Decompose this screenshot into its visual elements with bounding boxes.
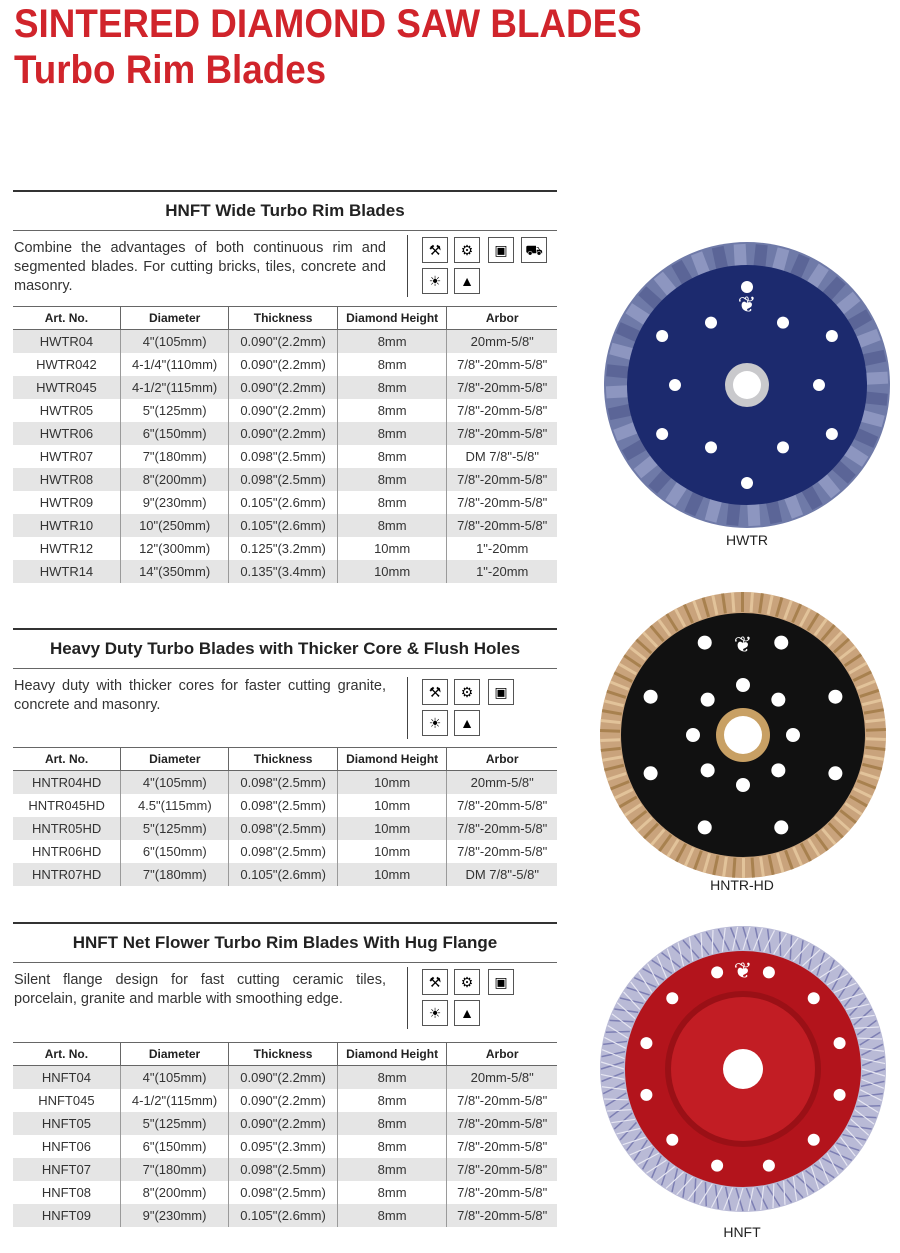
cell-diameter: 7"(180mm) xyxy=(120,1158,228,1181)
cell-arbor: 7/8"-20mm-5/8" xyxy=(447,491,557,514)
circular-saw-icon: ⚙ xyxy=(454,969,480,995)
cell-art-no: HWTR042 xyxy=(36,357,97,372)
cell-diamond-height: 8mm xyxy=(337,376,447,399)
cell-thickness: 0.098"(2.5mm) xyxy=(229,1181,337,1204)
cell-diamond-height: 10mm xyxy=(337,537,447,560)
svg-text:❦: ❦ xyxy=(733,633,753,658)
table-header-row xyxy=(13,307,557,330)
table-row xyxy=(13,1181,557,1204)
cell-arbor: 7/8"-20mm-5/8" xyxy=(447,817,557,840)
cell-arbor: 7/8"-20mm-5/8" xyxy=(447,1181,557,1204)
table-row xyxy=(13,514,557,537)
spec-table xyxy=(13,1042,557,1227)
cell-thickness: 0.090"(2.2mm) xyxy=(229,353,337,376)
table-header-row xyxy=(13,748,557,771)
cell-thickness: 0.105"(2.6mm) xyxy=(229,514,337,537)
cell-diamond-height: 10mm xyxy=(337,840,447,863)
cell-thickness: 0.105"(2.6mm) xyxy=(229,491,337,514)
cell-arbor: 20mm-5/8" xyxy=(447,771,557,795)
cell-diameter: 6"(150mm) xyxy=(121,840,229,863)
cell-thickness: 0.098"(2.5mm) xyxy=(229,1158,337,1181)
angle-grinder-icon: ⚒ xyxy=(422,679,448,705)
table-row xyxy=(13,468,557,491)
cell-art-no: HNTR06HD xyxy=(31,844,102,859)
cell-art-no: HNTR04HD xyxy=(13,771,121,795)
table-row xyxy=(13,840,557,863)
cell-diamond-height: 8mm xyxy=(337,422,447,445)
cell-art-no: HWTR14 xyxy=(13,560,120,583)
header-arbor: Arbor xyxy=(447,748,557,771)
dry-cut-icon: ☀ xyxy=(422,1000,448,1026)
cell-art-no: HWTR09 xyxy=(39,495,94,510)
description-row xyxy=(13,235,557,306)
description-row xyxy=(13,967,557,1042)
section-description: Silent flange design for fast cutting ceramic tiles, porcelain, granite and marble with smoothing edge. xyxy=(14,972,386,1007)
cell-arbor: DM 7/8"-5/8" xyxy=(447,863,557,886)
cell-art-no: HNFT06 xyxy=(41,1139,91,1154)
wet-cut-icon: ▲ xyxy=(454,710,480,736)
cell-arbor: 7/8"-20mm-5/8" xyxy=(447,1204,557,1227)
cell-art-no: HNTR05HD xyxy=(13,817,121,840)
table-row xyxy=(13,771,557,795)
cell-arbor: 7/8"-20mm-5/8" xyxy=(447,376,557,399)
cell-diameter: 14"(350mm) xyxy=(120,560,228,583)
cell-thickness: 0.098"(2.5mm) xyxy=(229,817,337,840)
cell-diamond-height: 8mm xyxy=(337,1112,447,1135)
cell-art-no: HNFT04 xyxy=(13,1066,120,1090)
table-row xyxy=(13,376,557,399)
table-body xyxy=(13,771,557,887)
section-description: Heavy duty with thicker cores for faster cutting granite, concrete and masonry. xyxy=(14,678,386,713)
angle-grinder-icon: ⚒ xyxy=(422,969,448,995)
cell-diamond-height: 8mm xyxy=(337,1135,447,1158)
wet-cut-icon: ▲ xyxy=(454,1000,480,1026)
section-divider xyxy=(13,962,557,963)
cell-arbor: 1"-20mm xyxy=(447,537,557,560)
application-icons xyxy=(407,967,558,1029)
tile-saw-icon: ▣ xyxy=(488,969,514,995)
section-divider xyxy=(13,230,557,231)
dry-cut-icon: ☀ xyxy=(422,268,448,294)
cell-arbor: DM 7/8"-5/8" xyxy=(447,445,557,468)
cell-thickness: 0.095"(2.3mm) xyxy=(229,1135,337,1158)
table-row xyxy=(13,399,557,422)
table-row xyxy=(13,863,557,886)
cell-diameter: 6"(150mm) xyxy=(120,422,228,445)
table-row xyxy=(13,1135,557,1158)
header-diameter: Diameter xyxy=(120,307,228,330)
section-wide-turbo xyxy=(13,190,557,583)
spec-table xyxy=(13,306,557,583)
cell-diamond-height: 8mm xyxy=(337,353,447,376)
cell-thickness: 0.098"(2.5mm) xyxy=(229,794,337,817)
cell-diameter: 8"(200mm) xyxy=(120,468,228,491)
cell-thickness: 0.098"(2.5mm) xyxy=(229,445,337,468)
cell-art-no: HNFT05 xyxy=(13,1112,120,1135)
cell-art-no: HWTR10 xyxy=(13,514,120,537)
cell-diamond-height: 8mm xyxy=(337,1066,447,1090)
cell-diamond-height: 8mm xyxy=(337,468,447,491)
section-title: Heavy Duty Turbo Blades with Thicker Core & Flush Holes xyxy=(49,639,521,658)
cell-diameter: 4-1/2"(115mm) xyxy=(120,1089,228,1112)
cell-arbor: 7/8"-20mm-5/8" xyxy=(447,353,557,376)
cell-thickness: 0.090"(2.2mm) xyxy=(229,1112,337,1135)
cell-diameter: 8"(200mm) xyxy=(120,1181,228,1204)
table-row xyxy=(13,1204,557,1227)
table-row xyxy=(13,537,557,560)
header-diamond-height: Diamond Height xyxy=(337,1043,447,1066)
image-caption: HWTR xyxy=(726,532,768,548)
circular-saw-icon: ⚙ xyxy=(454,679,480,705)
header-diameter: Diameter xyxy=(120,1043,228,1066)
table-row xyxy=(13,817,557,840)
cell-thickness: 0.105"(2.6mm) xyxy=(229,1204,337,1227)
cell-art-no: HWTR08 xyxy=(13,468,120,491)
cell-art-no: HWTR045 xyxy=(13,376,120,399)
cell-diamond-height: 8mm xyxy=(337,1181,447,1204)
cell-art-no: HNFT08 xyxy=(41,1185,91,1200)
cell-thickness: 0.090"(2.2mm) xyxy=(229,1066,337,1090)
cell-diameter: 10"(250mm) xyxy=(120,514,228,537)
cell-diamond-height: 10mm xyxy=(337,863,447,886)
header-art-no: Art. No. xyxy=(13,307,120,330)
cell-diameter: 4"(105mm) xyxy=(120,1066,228,1090)
section-heavy-duty xyxy=(13,628,557,886)
cell-arbor: 7/8"-20mm-5/8" xyxy=(447,840,557,863)
page-title: SINTERED DIAMOND SAW BLADES xyxy=(14,2,642,46)
cell-diamond-height: 10mm xyxy=(337,771,447,795)
table-row xyxy=(13,560,557,583)
tile-saw-icon: ▣ xyxy=(488,679,514,705)
cell-diameter: 7"(180mm) xyxy=(121,863,229,886)
cell-diamond-height: 8mm xyxy=(337,445,447,468)
cell-diamond-height: 8mm xyxy=(337,399,447,422)
section-description: Combine the advantages of both continuous rim and segmented blades. For cutting bricks, tiles, concrete and masonry. xyxy=(14,240,386,294)
cell-arbor: 7/8"-20mm-5/8" xyxy=(447,1158,557,1181)
cell-diameter: 7"(180mm) xyxy=(120,445,228,468)
cell-thickness: 0.090"(2.2mm) xyxy=(229,422,337,445)
cell-diamond-height: 8mm xyxy=(337,1089,447,1112)
cell-diamond-height: 10mm xyxy=(337,560,447,583)
cell-diamond-height: 8mm xyxy=(337,514,447,537)
blade-image-hnft xyxy=(598,924,888,1214)
table-row xyxy=(13,422,557,445)
application-icons xyxy=(407,235,558,297)
tile-saw-icon: ▣ xyxy=(488,237,514,263)
cell-thickness: 0.090"(2.2mm) xyxy=(229,399,337,422)
cell-thickness: 0.090"(2.2mm) xyxy=(229,1089,337,1112)
header-diameter: Diameter xyxy=(121,748,229,771)
cell-thickness: 0.105"(2.6mm) xyxy=(229,863,337,886)
cell-thickness: 0.098"(2.5mm) xyxy=(229,468,337,491)
cell-art-no: HNFT07 xyxy=(13,1158,120,1181)
cell-diameter: 4-1/4"(110mm) xyxy=(120,353,228,376)
cell-arbor: 7/8"-20mm-5/8" xyxy=(447,1089,557,1112)
cell-art-no: HWTR05 xyxy=(39,403,94,418)
cell-diameter: 12"(300mm) xyxy=(120,537,228,560)
table-row xyxy=(13,794,557,817)
cell-art-no: HWTR06 xyxy=(13,422,120,445)
blade-image-hntr-hd xyxy=(598,590,888,880)
section-title: HNFT Net Flower Turbo Rim Blades With Hug Flange xyxy=(72,933,498,952)
cell-arbor: 20mm-5/8" xyxy=(447,330,557,354)
table-row xyxy=(13,330,557,354)
cell-thickness: 0.090"(2.2mm) xyxy=(229,376,337,399)
angle-grinder-icon: ⚒ xyxy=(422,237,448,263)
cell-art-no: HWTR07 xyxy=(39,449,94,464)
table-body xyxy=(13,1066,557,1228)
header-diamond-height: Diamond Height xyxy=(337,748,447,771)
cell-thickness: 0.135"(3.4mm) xyxy=(229,560,337,583)
cell-arbor: 20mm-5/8" xyxy=(447,1066,557,1090)
cell-arbor: 7/8"-20mm-5/8" xyxy=(447,1135,557,1158)
cell-thickness: 0.098"(2.5mm) xyxy=(229,840,337,863)
blade-image-hwtr xyxy=(602,240,892,530)
cell-diameter: 4"(105mm) xyxy=(121,771,229,795)
circular-saw-icon: ⚙ xyxy=(454,237,480,263)
header-art-no: Art. No. xyxy=(13,1043,120,1066)
cell-arbor: 7/8"-20mm-5/8" xyxy=(447,794,557,817)
table-row xyxy=(13,1089,557,1112)
cell-art-no: HNTR07HD xyxy=(13,863,121,886)
table-body xyxy=(13,330,557,584)
image-caption: HNTR-HD xyxy=(710,877,774,893)
cell-diamond-height: 8mm xyxy=(337,491,447,514)
image-caption: HNFT xyxy=(723,1224,761,1240)
page-subtitle: Turbo Rim Blades xyxy=(14,48,327,92)
description-row xyxy=(13,677,557,747)
cell-thickness: 0.090"(2.2mm) xyxy=(229,330,337,354)
cell-diamond-height: 10mm xyxy=(337,794,447,817)
section-title: HNFT Wide Turbo Rim Blades xyxy=(165,201,405,220)
cell-diameter: 5"(125mm) xyxy=(120,399,228,422)
cell-arbor: 7/8"-20mm-5/8" xyxy=(447,468,557,491)
walk-behind-saw-icon: ⛟ xyxy=(521,237,547,263)
dry-cut-icon: ☀ xyxy=(422,710,448,736)
section-net-flower xyxy=(13,922,557,1227)
table-row xyxy=(13,445,557,468)
cell-diamond-height: 8mm xyxy=(337,1158,447,1181)
header-art-no: Art. No. xyxy=(13,748,121,771)
cell-art-no: HNFT045 xyxy=(38,1093,95,1108)
header-arbor: Arbor xyxy=(447,307,557,330)
svg-text:❦: ❦ xyxy=(733,959,753,984)
cell-diamond-height: 8mm xyxy=(337,330,447,354)
table-row xyxy=(13,1112,557,1135)
application-icons xyxy=(407,677,558,739)
header-arbor: Arbor xyxy=(447,1043,557,1066)
section-divider xyxy=(13,668,557,669)
cell-diameter: 4"(105mm) xyxy=(120,330,228,354)
cell-diameter: 4-1/2"(115mm) xyxy=(120,376,228,399)
cell-diameter: 5"(125mm) xyxy=(121,817,229,840)
header-thickness: Thickness xyxy=(229,307,337,330)
cell-diameter: 6"(150mm) xyxy=(120,1135,228,1158)
spec-table xyxy=(13,747,557,886)
cell-thickness: 0.125"(3.2mm) xyxy=(229,537,337,560)
cell-arbor: 7/8"-20mm-5/8" xyxy=(447,399,557,422)
cell-arbor: 7/8"-20mm-5/8" xyxy=(447,514,557,537)
cell-thickness: 0.098"(2.5mm) xyxy=(229,771,337,795)
table-row xyxy=(13,1158,557,1181)
header-diamond-height: Diamond Height xyxy=(337,307,447,330)
table-row xyxy=(13,353,557,376)
table-header-row xyxy=(13,1043,557,1066)
cell-arbor: 7/8"-20mm-5/8" xyxy=(447,422,557,445)
wet-cut-icon: ▲ xyxy=(454,268,480,294)
cell-diameter: 4.5"(115mm) xyxy=(121,794,229,817)
cell-arbor: 7/8"-20mm-5/8" xyxy=(447,1112,557,1135)
header-thickness: Thickness xyxy=(229,748,337,771)
cell-diameter: 9"(230mm) xyxy=(120,1204,228,1227)
cell-art-no: HNFT09 xyxy=(13,1204,120,1227)
cell-diamond-height: 8mm xyxy=(337,1204,447,1227)
svg-text:❦: ❦ xyxy=(737,293,757,318)
cell-diamond-height: 10mm xyxy=(337,817,447,840)
header-thickness: Thickness xyxy=(229,1043,337,1066)
cell-art-no: HWTR12 xyxy=(39,541,94,556)
cell-art-no: HWTR04 xyxy=(13,330,120,354)
cell-art-no: HNTR045HD xyxy=(28,798,105,813)
cell-diameter: 5"(125mm) xyxy=(120,1112,228,1135)
table-row xyxy=(13,1066,557,1090)
cell-arbor: 1"-20mm xyxy=(447,560,557,583)
cell-diameter: 9"(230mm) xyxy=(120,491,228,514)
table-row xyxy=(13,491,557,514)
